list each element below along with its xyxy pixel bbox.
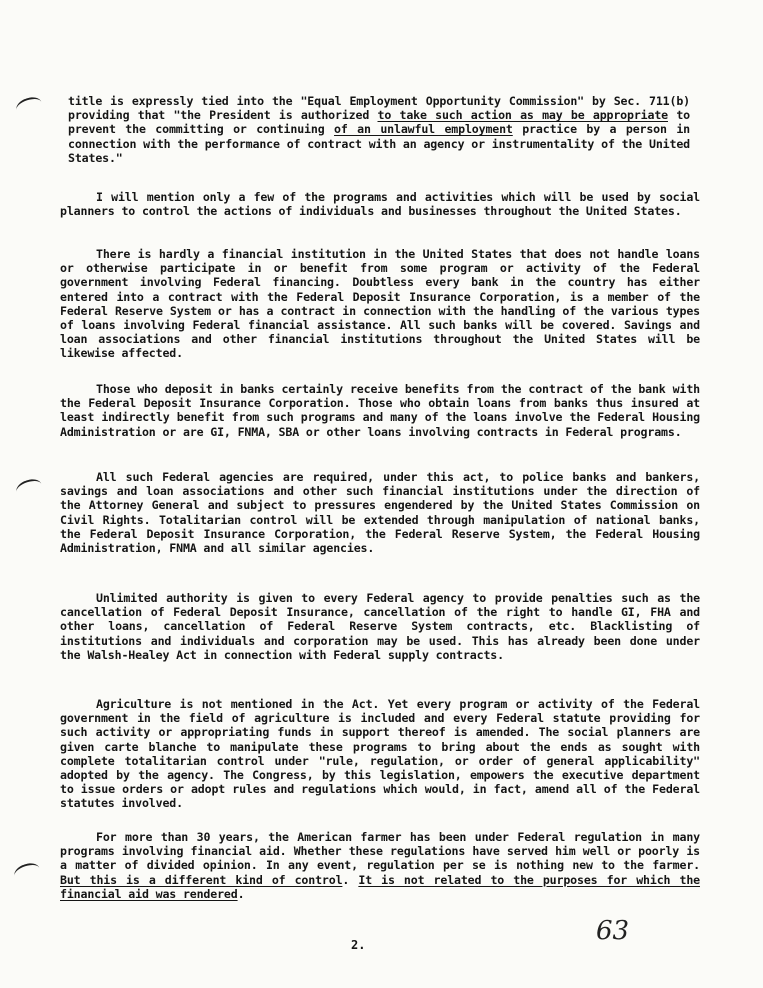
margin-bracket-mark — [14, 476, 44, 499]
paragraph-1 — [68, 94, 690, 165]
text-run: Agriculture is not mentioned in the Act. Yet every program or activity of the Federal government in the field of agriculture is included and every Federal statute providing for such activity or appropriating funds in support thereof is amended. The social planners are given carte blanche to manipulate these programs to bring about the ends as sought with complete totalitarian control under "rule, regulation, or order of general applicability" adopted by the agency. The Congress, by this legislation, empowers the executive department to issue orders or adopt rules and regulations which would, in fact, amend all of the Federal statutes involved. — [60, 697, 700, 811]
underlined-text: But this is a different kind of control — [60, 872, 343, 887]
paragraph-5 — [60, 470, 700, 555]
paragraph-3 — [60, 247, 700, 361]
text-run: I will mention only a few of the programs and activities which will be used by social planners to control the actions of individuals and businesses throughout the United States. — [60, 190, 700, 219]
handwritten-page-number: 63 — [596, 916, 630, 946]
paragraph-6 — [60, 591, 700, 662]
margin-bracket-mark — [14, 94, 44, 117]
paragraph-7 — [60, 697, 700, 811]
text-run: Unlimited authority is given to every Federal agency to provide penalties such as the cancellation of Federal Deposit Insurance, cancellation of the right to handle GI, FHA and other loans, cancellation of Federal Reserve System contracts, etc. Blacklisting of institutions and individuals and corporation may be used. This has already been done under the Walsh-Healey Act in connection with Federal supply contracts. — [60, 591, 700, 662]
text-run: There is hardly a financial institution in the United States that does not handle loans or otherwise participate in or benefit from some program or activity of the Federal government involving Federal financing. Doubtless every bank in the country has either entered into a contract with the Federal Deposit Insurance Corporation, is a member of the Federal Reserve System or has a contract in connection with the handling of the various types of loans involving Federal financial assistance. All such banks will be covered. Savings and loan associations and other financial institutions throughout the United States will be likewise affected. — [60, 247, 700, 361]
text-run: Those who deposit in banks certainly receive benefits from the contract of the bank with the Federal Deposit Insurance Corporation. Those who obtain loans from banks thus insured at least indirectly benefit from such programs and many of the loans involve the Federal Housing Administration or are GI, FNMA, SBA or other loans involving contracts in Federal programs. — [60, 382, 700, 439]
text-run: For more than 30 years, the American farmer has been under Federal regulation in many programs involving financial aid. Whether these regulations have served him well or poorly is a matter of divided opinion. In any event, regulation per se is nothing new to the farmer. — [60, 830, 700, 873]
text-run: All such Federal agencies are required, under this act, to police banks and bankers, savings and loan associations and other such financial institutions under the direction of the Attorney General and subject to pressures engendered by the United States Commission on Civil Rights. Totalitarian control will be extended through manipulation of national banks, the Federal Deposit Insurance Corporation, the Federal Reserve System, the Federal Housing Administration, FNMA and all similar agencies. — [60, 470, 700, 556]
margin-bracket-mark — [12, 860, 42, 883]
text-run: to prevent the committing or continuing — [68, 108, 690, 137]
page-number: 2. — [351, 938, 366, 952]
underlined-text: It is not related to the purposes for which the financial aid was rendered — [60, 872, 700, 901]
paragraph-8 — [60, 830, 700, 901]
underlined-text: to take such action as may be appropriate — [377, 108, 668, 123]
text-run: . — [237, 886, 245, 901]
text-run: practice by a person in connection with the performance of contract with an agency or instrumentality of the United States." — [68, 122, 690, 165]
underlined-text: of an unlawful employment — [334, 122, 513, 137]
paragraph-4 — [60, 382, 700, 439]
text-run: . — [342, 872, 359, 887]
paragraph-2 — [60, 190, 700, 218]
text-run: title is expressly tied into the "Equal Employment Opportunity Commission" by Sec. 711(b) providing that "the President is authorized — [68, 94, 690, 123]
